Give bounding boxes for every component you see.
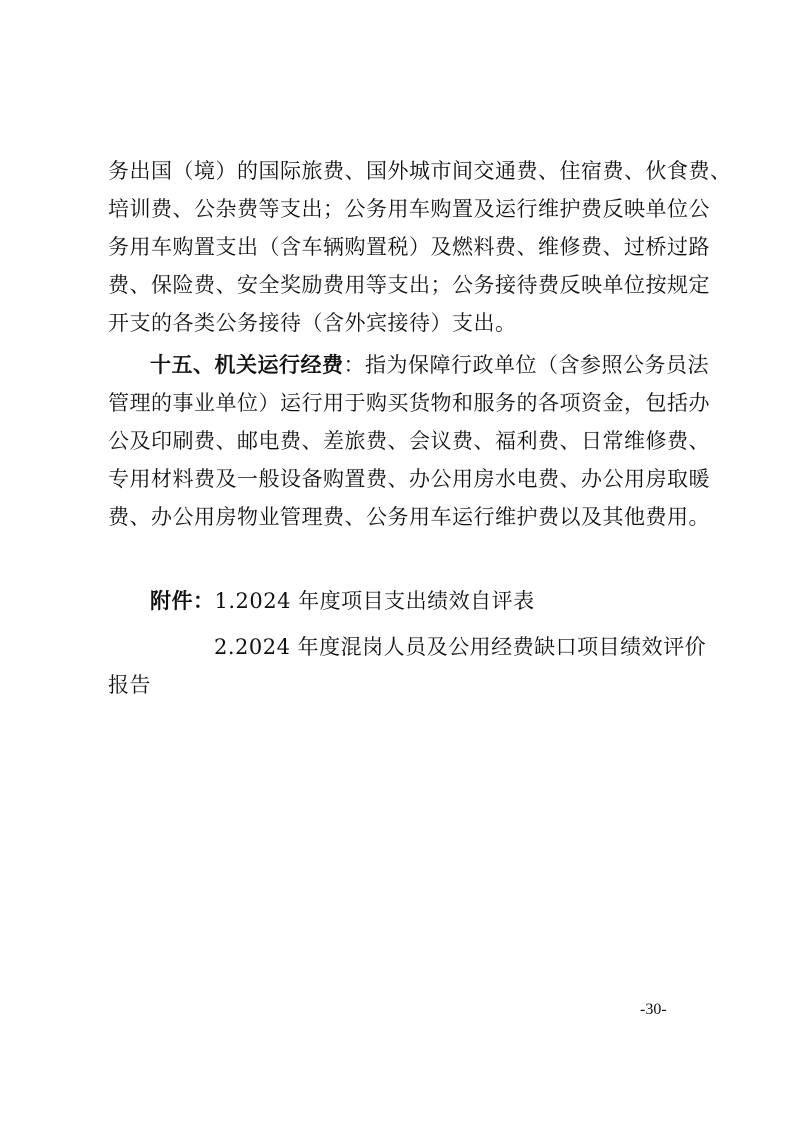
paragraph2-line-4: 专用材料费及一般设备购置费、办公用房水电费、办公用房取暖 bbox=[108, 467, 710, 491]
paragraph1-line-2: 培训费、公杂费等支出；公务用车购置及运行维护费反映单位公 bbox=[108, 197, 710, 221]
section-heading: 十五、机关运行经费 bbox=[150, 353, 344, 377]
paragraph2-line-2: 管理的事业单位）运行用于购买货物和服务的各项资金，包括办 bbox=[108, 391, 710, 415]
attachment-item-2-line-2: 报告 bbox=[108, 673, 151, 697]
attachment-label: 附件： bbox=[150, 589, 215, 613]
paragraph2-line-3: 公及印刷费、邮电费、差旅费、会议费、福利费、日常维修费、 bbox=[108, 429, 710, 453]
paragraph1-line-1: 务出国（境）的国际旅费、国外城市间交通费、住宿费、伙食费、 bbox=[108, 159, 732, 183]
section-heading-rest: ：指为保障行政单位（含参照公务员法 bbox=[343, 353, 709, 377]
attachment-item-2-line-1: 2.2024 年度混岗人员及公用经费缺口项目绩效评价 bbox=[214, 635, 707, 659]
paragraph1-line-5: 开支的各类公务接待（含外宾接待）支出。 bbox=[108, 311, 517, 335]
paragraph1-line-3: 务用车购置支出（含车辆购置税）及燃料费、维修费、过桥过路 bbox=[108, 235, 710, 259]
page-number: -30- bbox=[640, 1001, 667, 1018]
paragraph1-line-4: 费、保险费、安全奖励费用等支出；公务接待费反映单位按规定 bbox=[108, 273, 710, 297]
paragraph2-line-1 bbox=[150, 350, 740, 380]
attachment-line-1 bbox=[150, 586, 740, 616]
attachment-item-1: 1.2024 年度项目支出绩效自评表 bbox=[214, 589, 535, 613]
paragraph2-line-5: 费、办公用房物业管理费、公务用车运行维护费以及其他费用。 bbox=[108, 505, 710, 529]
